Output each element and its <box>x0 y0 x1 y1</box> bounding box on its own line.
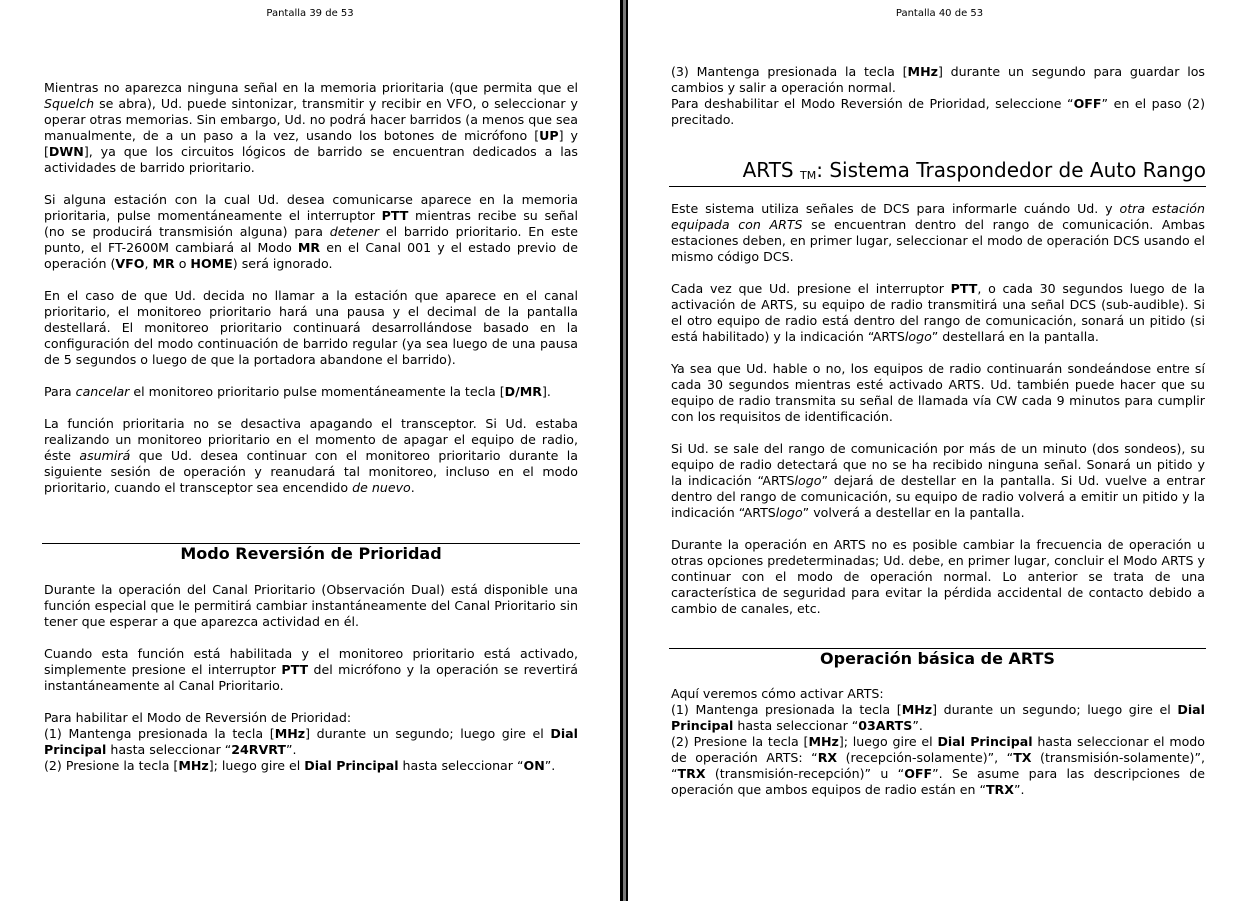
page-39 <box>0 0 620 901</box>
paragraph-enable-intro: Para habilitar el Modo de Reversión de Prioridad: <box>44 710 352 725</box>
text-column-bottom <box>44 582 578 774</box>
page-40 <box>628 0 1251 901</box>
step-2-arts-mode: (2) Presione la tecla [MHz]; luego gire el Dial Principal hasta seleccionar el modo de operación ARTS: “RX (recepción-solamente)”, “TX (transmisión-solamente)”, “TRX (transmisión-recepción)” u “OFF”. Se asume para las descripciones de operación que ambos equipos de radio están en “TRX”. <box>671 734 1205 797</box>
paragraph-cw-id: Ya sea que Ud. hable o no, los equipos de radio continuarán sondeándose entre sí cada 30 segundos mientras esté activado ARTS. Ud. también puede hacer que su equipo de radio transmita su señal de llamada vía CW cada 9 minutos para cumplir con los requisitos de identificación. <box>671 361 1205 424</box>
text-column-top <box>671 64 1205 128</box>
section-title-priority-revert: Modo Reversión de Prioridad <box>42 543 580 564</box>
paragraph-dual-watch: Durante la operación del Canal Prioritario (Observación Dual) está disponible una función especial que le permitirá cambiar instantáneamente del Canal Prioritario sin tener que esperar a que aparezca actividad en él. <box>44 582 578 629</box>
section-title-arts-basic: Operación básica de ARTS <box>669 648 1206 669</box>
paragraph-safety: Durante la operación en ARTS no es posible cambiar la frecuencia de operación u otras opciones predeterminadas; Ud. debe, en primer lugar, concluir el Modo ARTS y continuar con el modo de operación normal. Lo anterior se trata de una característica de seguridad para evitar la pérdida accidental de contacto debido a cambio de canales, etc. <box>671 537 1205 616</box>
step-1-03arts: (1) Mantenga presionada la tecla [MHz] durante un segundo; luego gire el Dial Principal hasta seleccionar “03ARTS”. <box>671 702 1205 733</box>
paragraph-dcs: Este sistema utiliza señales de DCS para informarle cuándo Ud. y otra estación equipada con ARTS se encuentran dentro del rango de comunicación. Ambas estaciones deben, en primer lugar, seleccionar el modo de operación DCS usando el mismo código DCS. <box>671 201 1205 264</box>
paragraph-pause: En el caso de que Ud. decida no llamar a la estación que aparece en el canal prioritario, el monitoreo prioritario hará una pausa y el decimal de la pantalla destellará. El monitoreo prioritario continuará desarrollándose basado en la configuración del modo continuación de barrido regular (ya sea luego de una pausa de 5 segundos o luego de que la portadora abandone el barrido). <box>44 288 578 367</box>
step-2-on: (2) Presione la tecla [MHz]; luego gire el Dial Principal hasta seleccionar “ON”. <box>44 758 556 773</box>
page-number-header: Pantalla 40 de 53 <box>895 8 984 19</box>
paragraph-squelch: Mientras no aparezca ninguna señal en la memoria prioritaria (que permita que el Squelch se abra), Ud. puede sintonizar, transmitir y recibir en VFO, o seleccionar y operar otras memorias. Sin embargo, Ud. no podrá hacer barridos (a menos que sea manualmente, de a un paso a la vez, usando los botones de micrófono [UP] y [DWN], ya que los circuitos lógicos de barrido se encuentran dedicados a las actividades de barrido prioritario. <box>44 80 578 175</box>
step-3-save: (3) Mantenga presionada la tecla [MHz] durante un segundo para guardar los cambios y salir a operación normal. <box>671 64 1205 95</box>
paragraph-revert-ptt: Cuando esta función está habilitada y el monitoreo prioritario está activado, simplemente presione el interruptor PTT del micrófono y la operación se revertirá instantáneamente al Canal Prioritario. <box>44 646 578 693</box>
text-column-middle <box>671 201 1205 617</box>
page-number-header: Pantalla 39 de 53 <box>266 8 354 19</box>
paragraph-activate-intro: Aquí veremos cómo activar ARTS: <box>671 686 884 701</box>
paragraph-power-off: La función prioritaria no se desactiva apagando el transceptor. Si Ud. estaba realizando un monitoreo prioritario en el momento de apagar el equipo de radio, éste asumirá que Ud. desea continuar con el monitoreo prioritario durante la siguiente sesión de operación y reanudará tal monitoreo, incluso en el modo prioritario, cuando el transceptor sea encendido de nuevo. <box>44 416 578 495</box>
step-1-24rvrt: (1) Mantenga presionada la tecla [MHz] durante un segundo; luego gire el Dial Principal hasta seleccionar “24RVRT”. <box>44 726 578 757</box>
paragraph-disable: Para deshabilitar el Modo Reversión de Prioridad, seleccione “OFF” en el paso (2) precitado. <box>671 96 1205 127</box>
text-column-bottom <box>671 686 1205 798</box>
section-title-arts: ARTS TM: Sistema Traspondedor de Auto Rango <box>669 158 1206 187</box>
paragraph-cancel: Para cancelar el monitoreo prioritario pulse momentáneamente la tecla [D/MR]. <box>44 384 551 399</box>
paragraph-ptt: Si alguna estación con la cual Ud. desea comunicarse aparece en la memoria prioritaria, pulse momentáneamente el interruptor PTT mientras recibe su señal (no se producirá transmisión alguna) para detener el barrido prioritario. En este punto, el FT-2600M cambiará al Modo MR en el Canal 001 y el estado previo de operación (VFO, MR o HOME) será ignorado. <box>44 192 578 271</box>
text-column-top <box>44 80 578 496</box>
paragraph-ptt-poll: Cada vez que Ud. presione el interruptor PTT, o cada 30 segundos luego de la activación de ARTS, su equipo de radio transmitirá una señal DCS (sub-audible). Si el otro equipo de radio está dentro del rango de comunicación, sonará un pitido (si está habilitado) y la indicación “ARTSlogo” destellará en la pantalla. <box>671 281 1205 344</box>
trademark-mark: TM <box>800 169 817 182</box>
paragraph-out-of-range: Si Ud. se sale del rango de comunicación por más de un minuto (dos sondeos), su equipo de radio detectará que no se ha recibido ninguna señal. Sonará un pitido y la indicación “ARTSlogo” dejará de destellar en la pantalla. Si Ud. vuelve a entrar dentro del rango de comunicación, su equipo de radio volverá a emitir un pitido y la indicación “ARTSlogo” volverá a destellar en la pantalla. <box>671 441 1205 520</box>
